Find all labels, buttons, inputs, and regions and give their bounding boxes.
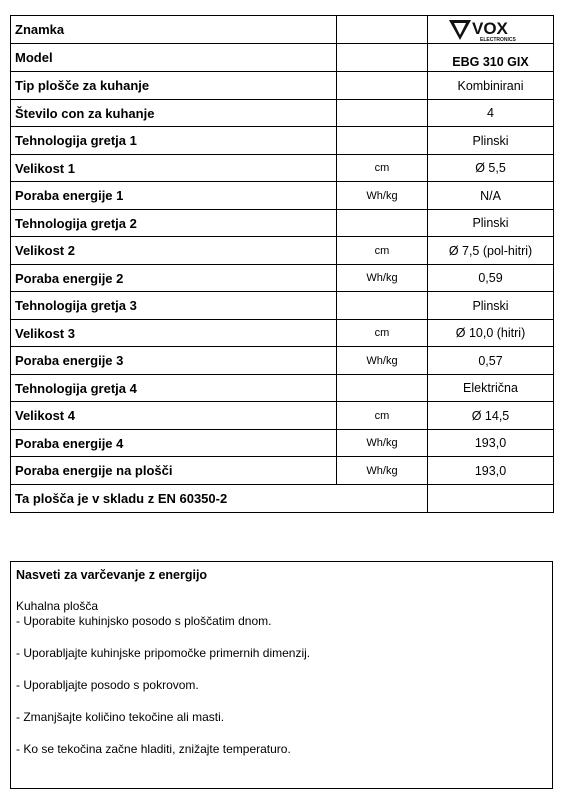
row-label: Poraba energije 2: [11, 265, 337, 292]
tip-item: - Uporabljajte posodo s pokrovom.: [16, 678, 199, 692]
row-unit: cm: [337, 320, 428, 347]
table-row: [11, 457, 554, 485]
row-unit: cm: [337, 402, 428, 430]
row-unit: [337, 72, 428, 100]
row-label: Poraba energije na plošči: [11, 457, 337, 485]
row-value: Kombinirani: [428, 72, 554, 100]
brand-unit-cell: [337, 16, 428, 44]
row-value: 193,0: [428, 430, 554, 457]
row-label: Velikost 3: [11, 320, 337, 347]
row-unit: Wh/kg: [337, 265, 428, 292]
table-row: [11, 320, 554, 347]
tip-item: - Zmanjšajte količino tekočine ali masti.: [16, 710, 225, 724]
tips-subtitle: Kuhalna plošča: [16, 599, 99, 613]
row-label: Poraba energije 3: [11, 347, 337, 375]
row-value: N/A: [428, 182, 554, 210]
vox-logo: [446, 17, 536, 43]
row-unit: [337, 375, 428, 402]
model-unit-cell: [337, 44, 428, 72]
row-label: Poraba energije 1: [11, 182, 337, 210]
row-unit: Wh/kg: [337, 430, 428, 457]
compliance-value-cell: [428, 485, 554, 513]
table-row: [11, 237, 554, 265]
row-value: Ø 14,5: [428, 402, 554, 430]
tip-item: - Uporabite kuhinjsko posodo s ploščatim dnom.: [16, 614, 272, 628]
row-label: Velikost 4: [11, 402, 337, 430]
table-row: [11, 210, 554, 237]
product-fiche-table: [10, 15, 554, 513]
table-row: [11, 375, 554, 402]
table-row: [11, 182, 554, 210]
row-unit: [337, 210, 428, 237]
tips-title: Nasveti za varčevanje z energijo: [16, 568, 208, 582]
table-row-model: [11, 44, 554, 72]
table-row: [11, 402, 554, 430]
logo-subtext: ELECTRONICS: [479, 36, 516, 43]
table-row: [11, 72, 554, 100]
compliance-label: Ta plošča je v skladu z EN 60350-2: [11, 485, 428, 513]
row-value: Plinski: [428, 127, 554, 155]
row-label: Velikost 1: [11, 155, 337, 182]
tip-item: - Ko se tekočina začne hladiti, znižajte temperaturo.: [16, 742, 291, 756]
row-unit: [337, 127, 428, 155]
table-row: [11, 292, 554, 320]
row-label: Velikost 2: [11, 237, 337, 265]
table-row: [11, 265, 554, 292]
brand-logo-cell: [428, 16, 554, 44]
model-value: EBG 310 GIX: [428, 44, 554, 72]
table-row: [11, 100, 554, 127]
row-value: Ø 10,0 (hitri): [428, 320, 554, 347]
row-value: 193,0: [428, 457, 554, 485]
table-row: [11, 127, 554, 155]
row-unit: cm: [337, 155, 428, 182]
tip-item: - Uporabljajte kuhinjske pripomočke primernih dimenzij.: [16, 646, 311, 660]
energy-saving-tips: [10, 561, 553, 789]
row-unit: Wh/kg: [337, 457, 428, 485]
spec-rows: [11, 72, 554, 485]
table-row: [11, 347, 554, 375]
row-label: Tehnologija gretja 3: [11, 292, 337, 320]
row-unit: [337, 292, 428, 320]
table-row-compliance: [11, 485, 554, 513]
row-value: Ø 5,5: [428, 155, 554, 182]
row-label: Tip plošče za kuhanje: [11, 72, 337, 100]
row-unit: cm: [337, 237, 428, 265]
model-label: Model: [11, 44, 337, 72]
row-value: Ø 7,5 (pol-hitri): [428, 237, 554, 265]
row-value: Plinski: [428, 292, 554, 320]
row-value: 0,59: [428, 265, 554, 292]
row-label: Poraba energije 4: [11, 430, 337, 457]
row-unit: Wh/kg: [337, 347, 428, 375]
row-label: Tehnologija gretja 1: [11, 127, 337, 155]
table-row: [11, 155, 554, 182]
row-label: Število con za kuhanje: [11, 100, 337, 127]
row-label: Tehnologija gretja 4: [11, 375, 337, 402]
table-row-brand: [11, 16, 554, 44]
row-value: Električna: [428, 375, 554, 402]
row-unit: Wh/kg: [337, 182, 428, 210]
row-value: 0,57: [428, 347, 554, 375]
row-unit: [337, 100, 428, 127]
row-label: Tehnologija gretja 2: [11, 210, 337, 237]
brand-label: Znamka: [11, 16, 337, 44]
row-value: 4: [428, 100, 554, 127]
tips-list: [16, 614, 547, 756]
row-value: Plinski: [428, 210, 554, 237]
logo-text: VOX: [471, 18, 508, 38]
table-row: [11, 430, 554, 457]
